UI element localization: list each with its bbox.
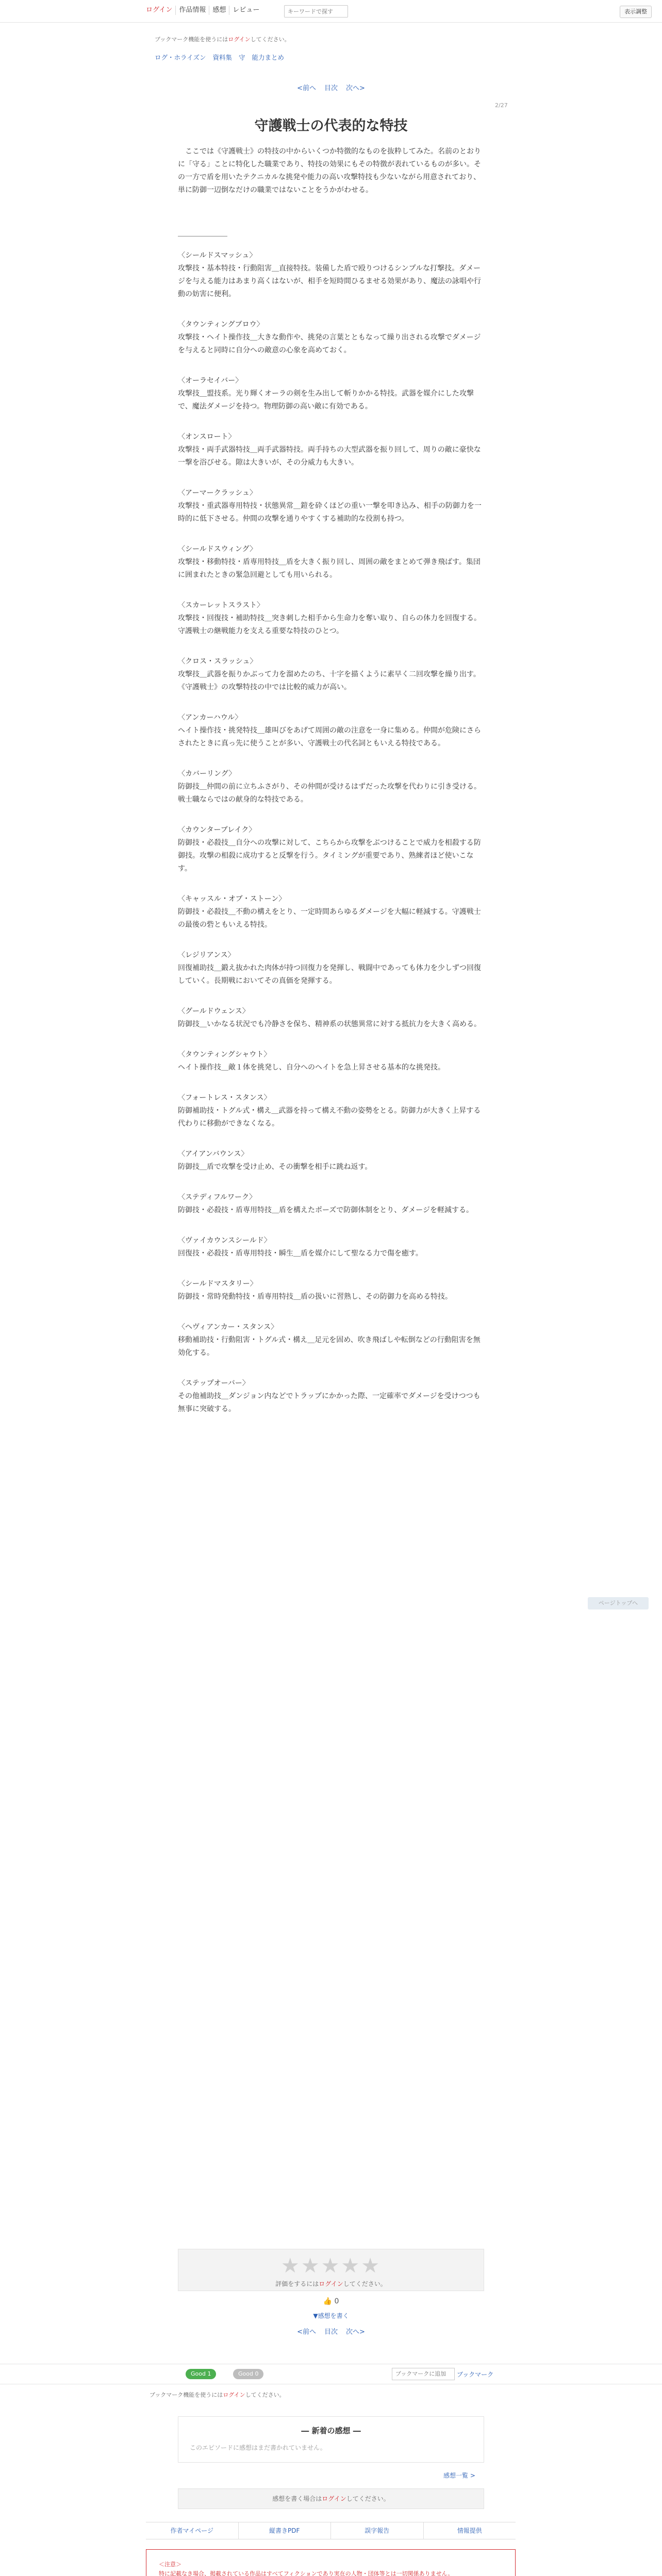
skill-description: 防御技・必殺技＿不動の構えをとり、一定時間あらゆるダメージを大幅に軽減する。守護戦士の最後の砦ともいえる特技。 <box>178 908 481 929</box>
skill-description: 防御技・常時発動特技・盾専用特技＿盾の扱いに習熟し、その防御力を高める特技。 <box>178 1293 452 1301</box>
episode-title: 守護戦士の代表的な特技 <box>254 118 408 134</box>
skill-name: 〈ステディフルワーク〉 <box>178 1193 257 1201</box>
skill-entry <box>178 1234 482 1260</box>
skill-name: 〈ステップオーバー〉 <box>178 1379 250 1387</box>
skill-entry <box>178 431 482 469</box>
skill-description: 攻撃技・ヘイト操作技＿大きな動作や、挑発の言葉とともなって繰り出される攻撃でダメージを与えると同時に自分への敵意の心象を高めておく。 <box>178 333 481 354</box>
episode-intro: ここでは《守護戦士》の特技の中からいくつか特徴的なものを抜粋してみた。名前のとおりに「守る」ことに特化した職業であり、特技の効果にもその特徴が表れているものが多い。その一方で盾を用いたテクニカルな挑発や能力の高い攻撃特技も少ないながら用意されており、単に防御一辺倒なだけの職業ではないことをうかがわせる。 <box>178 147 481 194</box>
legal-notice-box <box>146 2549 516 2576</box>
skill-name: 〈フォートレス・スタンス〉 <box>178 1094 271 1102</box>
notice-text: してください。 <box>245 2392 285 2398</box>
page-count: 2/27 <box>495 102 508 109</box>
skill-entry <box>178 655 482 694</box>
legal-notice-heading: ＜注意＞ <box>159 2561 181 2568</box>
bookmark-login-notice <box>155 35 290 43</box>
rating-login-note <box>178 2279 484 2288</box>
skill-description: 防御補助技・トグル式・構え＿武器を持って構え不動の姿勢をとる。防御力が大きく上昇する代わりに移動ができなくなる。 <box>178 1107 481 1128</box>
skill-entry <box>178 949 482 988</box>
skill-entry <box>178 1048 482 1074</box>
write-impression-link[interactable]: ▼感想を書く <box>313 2312 349 2319</box>
skill-name: 〈ヘヴィアンカー・スタンス〉 <box>178 1323 278 1331</box>
footer-link-author-page[interactable]: 作者マイページ <box>170 2527 214 2534</box>
breadcrumb-materials[interactable]: 資料集 <box>212 54 233 61</box>
footer-link-vertical-pdf[interactable]: 縦書きPDF <box>238 2522 331 2539</box>
notice-text: ブックマーク機能を使うには <box>155 36 228 43</box>
skill-list <box>178 249 482 1433</box>
reaction-button[interactable] <box>0 2297 662 2306</box>
login-note-text: 感想を書く場合は <box>272 2495 322 2502</box>
skill-name: 〈タウンティングシャウト〉 <box>178 1050 271 1059</box>
skill-entry <box>178 599 482 638</box>
notice-text: してください。 <box>250 36 290 43</box>
skill-name: 〈レジリアンス〉 <box>178 951 235 959</box>
skill-description: 攻撃技・回復技・補助特技＿突き刺した相手から生命力を奪い取り、自らの体力を回復する。守護戦士の継戦能力を支える重要な特技のひとつ。 <box>178 614 481 635</box>
breadcrumb-guard[interactable]: 守 <box>239 54 245 61</box>
skill-description: 攻撃技＿盟技系。光り輝くオーラの剣を生み出して斬りかかる特技。武器を媒介にした攻撃で、魔法ダメージを持つ。物理防御の高い敵に有効である。 <box>178 389 474 411</box>
skill-description: 防御技・必殺技＿自分への攻撃に対して、こちらから攻撃をぶつけることで威力を相殺する防御技。攻撃の相殺に成功すると反撃を行う。タイミングが重要であり、熟練者ほど使いこなす。 <box>178 839 481 873</box>
bookmark-add-button[interactable]: ブックマーク <box>457 2371 494 2378</box>
breadcrumb-skills[interactable]: 能力まとめ <box>252 54 285 61</box>
prev-link[interactable]: <前へ <box>297 84 316 92</box>
skill-entry <box>178 824 482 875</box>
skill-description: 攻撃技・移動特技・盾専用特技＿盾を大きく振り回し、周囲の敵をまとめて弾き飛ばす。集団に囲まれたときの緊急回避としても用いられる。 <box>178 558 481 579</box>
skill-name: 〈オンスロート〉 <box>178 433 236 441</box>
notice-login-link[interactable]: ログイン <box>228 36 251 43</box>
login-note-link[interactable]: ログイン <box>322 2495 346 2502</box>
nav-review[interactable]: レビュー <box>229 6 262 15</box>
notice-text: ブックマーク機能を使うには <box>150 2392 223 2398</box>
skill-entry <box>178 893 482 931</box>
skill-description: 攻撃技・両手武器特技＿両手武器特技。両手持ちの大型武器を振り回して、周りの敵に豪快な一撃を浴びせる。隙は大きいが、その分威力も大きい。 <box>178 446 481 467</box>
skill-description: ヘイト操作技＿敵１体を挑発し、自分へのヘイトを急上昇させる基本的な挑発技。 <box>178 1063 445 1072</box>
search-input[interactable] <box>284 5 348 18</box>
page-top-button[interactable]: ページトップへ <box>588 1597 649 1609</box>
good-badge-secondary[interactable]: Good 0 <box>233 2369 263 2379</box>
skill-name: 〈クロス・スラッシュ〉 <box>178 657 257 666</box>
no-comments-text: このエピソードに感想はまだ書かれていません。 <box>190 2444 326 2451</box>
skill-name: 〈ヴァイカウンスシールド〉 <box>178 1236 271 1245</box>
skill-entry <box>178 318 482 357</box>
skill-entry <box>178 711 482 750</box>
skill-description: 防御技＿仲間の前に立ちふさがり、その仲間が受けるはずだった攻撃を代わりに引き受ける。戦士職ならではの献身的な特技である。 <box>178 783 481 804</box>
nav-work-info[interactable]: 作品情報 <box>175 6 209 15</box>
skill-name: 〈カバーリング〉 <box>178 770 236 778</box>
bookmark-login-notice-bottom <box>150 2391 285 2399</box>
skill-description: 回復技・必殺技・盾専用特技・瞬生＿盾を媒介にして聖なる力で傷を癒す。 <box>178 1249 423 1258</box>
toc-link[interactable]: 目次 <box>324 84 338 92</box>
rating-note-text: 評価をするには <box>275 2280 319 2287</box>
skill-description: 攻撃技・重武器専用特技・状態異常＿鎧を砕くほどの重い一撃を叩き込み、相手の防御力を一時的に低下させる。仲間の攻撃を通りやすくする補助的な役割も持つ。 <box>178 502 482 523</box>
recent-comments-box <box>178 2416 484 2463</box>
skill-description: 回復補助技＿鍛え抜かれた肉体が持つ回復力を発揮し、戦闘中であっても体力を少しずつ回復していく。長期戦においてその真価を発揮する。 <box>178 964 481 985</box>
skill-name: 〈グールドウェンス〉 <box>178 1007 250 1015</box>
thumbs-up-icon: 👍 <box>323 2297 333 2306</box>
skill-description: ヘイト操作技・挑発特技＿雄叫びをあげて周囲の敵の注意を一身に集める。仲間が危険にさらされたときに真っ先に使うことが多い、守護戦士の代名詞ともいえる特技である。 <box>178 726 481 748</box>
skill-entry <box>178 487 482 526</box>
skill-entry <box>178 249 482 301</box>
skill-name: 〈アイアンバウンス〉 <box>178 1150 249 1158</box>
header-nav <box>146 6 262 15</box>
skill-entry <box>178 375 482 413</box>
display-settings-button[interactable]: 表示調整 <box>620 6 652 18</box>
good-badge[interactable]: Good 1 <box>186 2369 216 2379</box>
skill-description: 防御技＿いかなる状況でも冷静さを保ち、精神系の状態異常に対する抵抗力を大きく高める。 <box>178 1020 481 1028</box>
skill-entry <box>178 1278 482 1303</box>
skill-name: 〈アンカーハウル〉 <box>178 714 242 722</box>
rating-note-text: してください。 <box>343 2280 387 2287</box>
skill-name: 〈スカーレットスラスト〉 <box>178 601 264 609</box>
skill-name: 〈キャッスル・オブ・ストーン〉 <box>178 895 286 903</box>
comments-list-link[interactable]: 感想一覧 > <box>443 2472 475 2479</box>
prev-link[interactable]: <前へ <box>297 2328 316 2336</box>
recent-comments-title: ― 新着の感想 ― <box>301 2426 361 2435</box>
skill-entry <box>178 768 482 806</box>
skill-name: 〈アーマークラッシュ〉 <box>178 489 257 497</box>
skill-entry <box>178 1191 482 1217</box>
next-link[interactable]: 次へ> <box>346 84 365 92</box>
skill-description: 移動補助技・行動阻害・トグル式・構え＿足元を固め、吹き飛ばしや転倒などの行動阻害を無効化する。 <box>178 1336 481 1357</box>
episode-pager-bottom <box>0 2326 662 2336</box>
skill-description: 防御技・必殺技・盾専用特技＿盾を構えたポーズで防御体制をとり、ダメージを軽減する。 <box>178 1206 474 1214</box>
skill-name: 〈カウンターブレイク〉 <box>178 826 256 834</box>
skill-description: 防御技＿盾で攻撃を受け止め、その衝撃を相手に跳ね返す。 <box>178 1163 372 1171</box>
skill-name: 〈タウンティングブロウ〉 <box>178 320 264 329</box>
skill-description: その他補助技＿ダンジョン内などでトラップにかかった際、一定確率でダメージを受けつつも無事に突破する。 <box>178 1392 481 1413</box>
toc-link[interactable]: 目次 <box>324 2328 338 2336</box>
skill-entry <box>178 1148 482 1174</box>
skill-entry <box>178 1092 482 1130</box>
rating-stars[interactable]: ★★★★★ <box>280 2254 382 2278</box>
login-note-text: してください。 <box>346 2495 390 2502</box>
skill-name: 〈シールドスマッシュ〉 <box>178 251 257 260</box>
skill-description: 攻撃技＿武器を振りかぶって力を溜めたのち、十字を描くように素早く二回攻撃を繰り出す。《守護戦士》の攻撃特技の中では比較的威力が高い。 <box>178 670 481 691</box>
nav-login[interactable]: ログイン <box>146 6 173 14</box>
reaction-count: 0 <box>334 2297 339 2306</box>
footer-link-typo-report[interactable]: 誤字報告 <box>330 2522 423 2539</box>
action-bar <box>0 2364 662 2384</box>
skill-entry <box>178 1005 482 1031</box>
skill-name: 〈シールドマスタリー〉 <box>178 1280 257 1288</box>
next-link[interactable]: 次へ> <box>346 2328 365 2336</box>
rating-box <box>178 2249 484 2291</box>
bookmark-input[interactable] <box>392 2368 455 2380</box>
breadcrumb <box>155 53 284 62</box>
nav-impressions[interactable]: 感想 <box>209 6 229 15</box>
episode-pager-top <box>0 82 662 92</box>
breadcrumb-series[interactable]: ログ・ホライズン <box>155 54 206 61</box>
skill-entry <box>178 543 482 582</box>
notice-login-link[interactable]: ログイン <box>223 2392 245 2398</box>
site-header <box>0 0 662 23</box>
legal-notice-line: 特に記載なき場合、掲載されている作品はすべてフィクションであり実在の人物・団体等とは一切関係ありません。 <box>159 2570 454 2576</box>
skill-name: 〈オーラセイバー〉 <box>178 377 243 385</box>
rating-login-link[interactable]: ログイン <box>319 2280 343 2287</box>
skill-entry <box>178 1321 482 1360</box>
footer-links <box>146 2522 516 2539</box>
skill-name: 〈シールドスウィング〉 <box>178 545 257 553</box>
skill-description: 攻撃技・基本特技・行動阻害＿直接特技。装備した盾で殴りつけるシンプルな打撃技。ダメージを与える能力はあまり高くはないが、相手を短時間ひるませる効果があり、魔法の詠唱や行動の妨害に便利。 <box>178 264 481 298</box>
footer-link-info[interactable]: 情報提供 <box>423 2522 516 2539</box>
comment-login-note <box>178 2488 484 2509</box>
skill-entry <box>178 1377 482 1416</box>
